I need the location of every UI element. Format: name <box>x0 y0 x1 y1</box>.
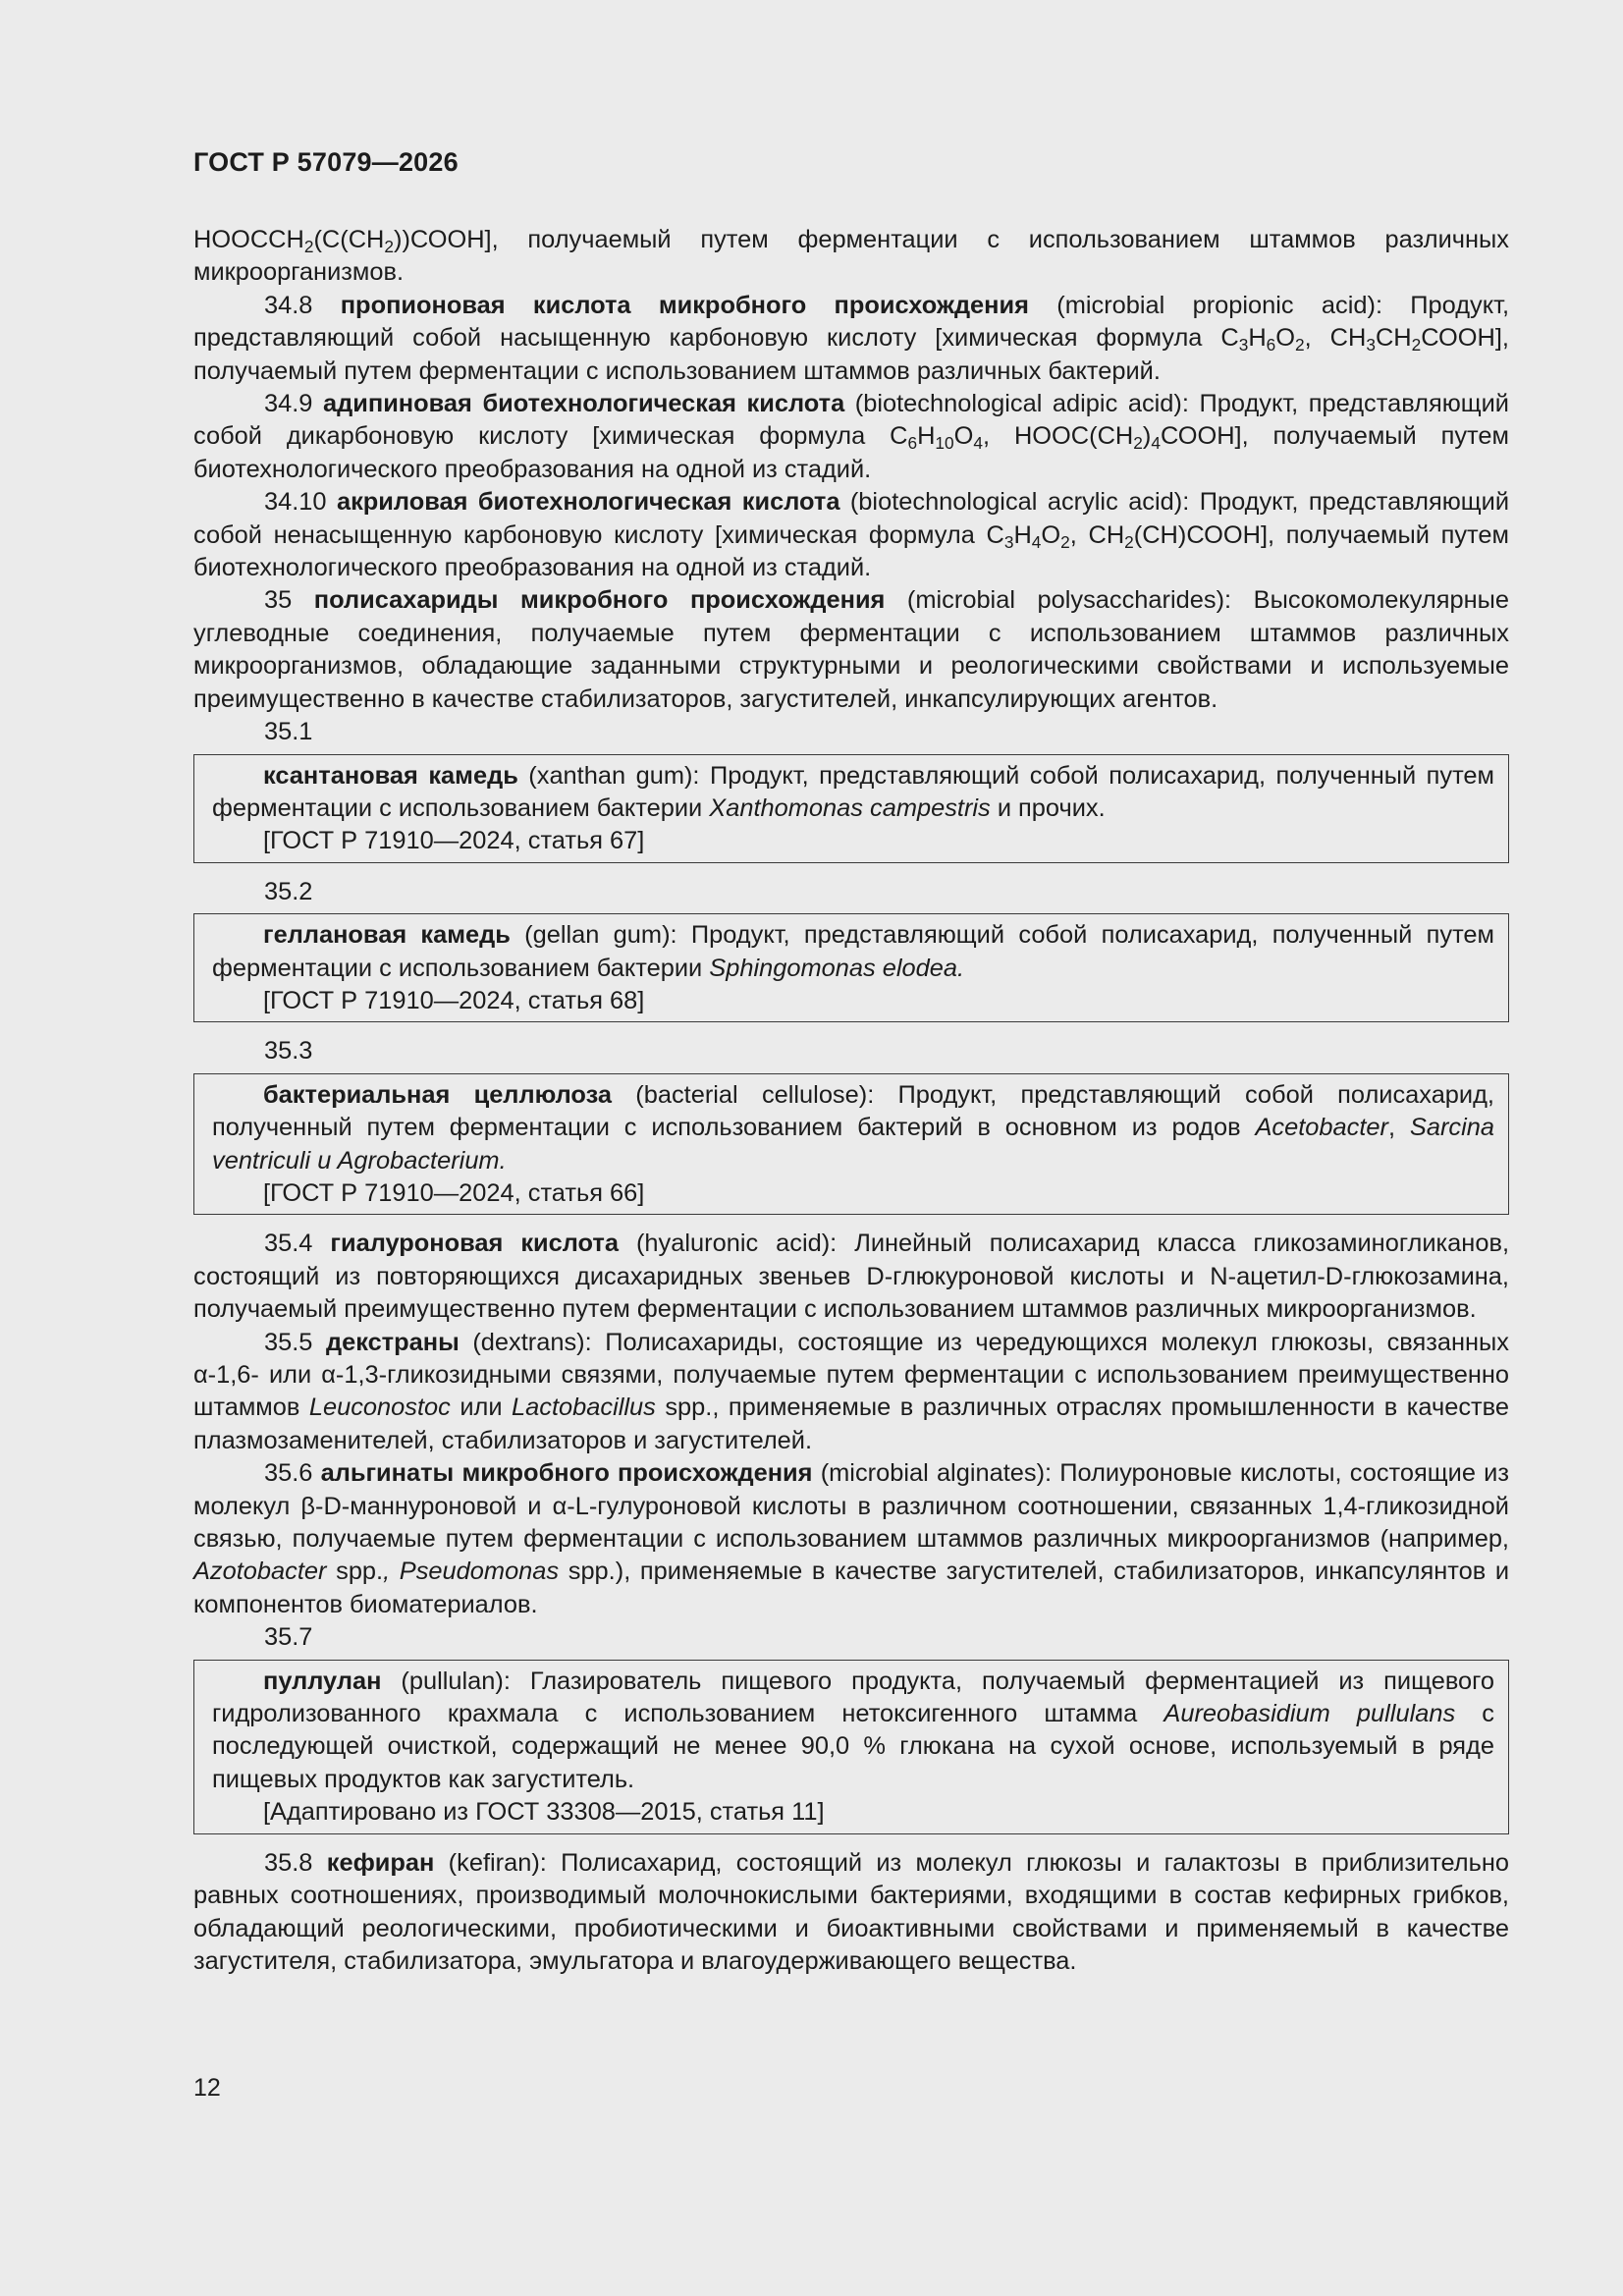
term-number: 35.8 <box>264 1848 327 1877</box>
term-title: акриловая биотехнологическая кислота <box>336 488 840 517</box>
term-title: кефиран <box>326 1848 435 1877</box>
boxed-definition-35-2 <box>193 913 1509 1022</box>
term-title: полисахариды микробного происхождения <box>313 586 886 615</box>
document-header: ГОСТ Р 57079—2026 <box>193 147 459 177</box>
term-title: гиалуроновая кислота <box>330 1230 619 1258</box>
term-title: пуллулан <box>263 1667 382 1695</box>
term-number: 35.5 <box>264 1328 326 1356</box>
term-number-35-2: 35.2 <box>264 877 313 905</box>
term-number: 34.9 <box>264 390 324 418</box>
term-35-5: 35.5 декстраны (dextrans): Полисахариды, состоящие из чередующихся молекул глюкозы, связанных α-1,6- или α-1,3-гликозидными связями, получаемые путем ферментации с использованием преимущественно штаммов Leuconostoc или Lactobacillus spp., применяемые в различных отраслях промышленности в качестве плазмозаменителей, стабилизаторов и загустителей. <box>193 1328 1509 1454</box>
term-title: декстраны <box>325 1328 460 1356</box>
term-35-4: 35.4 гиалуроновая кислота (hyaluronic acid): Линейный полисахарид класса гликозаминогликанов, состоящий из повторяющихся дисахаридных звеньев D-глюкуроновой кислоты и N-ацетил-D-глюкозамина, получаемый преимущественно путем ферментации с использованием штаммов различных микроорганизмов. <box>193 1230 1509 1324</box>
definition-text: пуллулан (pullulan): Глазирователь пищевого продукта, получаемый ферментацией из пищевого гидролизованного крахмала с использованием нетоксигенного штамма Aureobasidium pullulans с последующей очисткой, содержащий не менее 90,0 % глюкана на сухой основе, используемый в ряде пищевых продуктов как загуститель. <box>212 1667 1494 1793</box>
term-number: 35.6 <box>264 1459 321 1488</box>
term-35: 35 полисахариды микробного происхождения (microbial polysaccharides): Высокомолекулярные углеводные соединения, получаемые путем ферментации с использованием штаммов различных микроорганизмов, обладающие заданными структурными и реологическими свойствами и используемые преимущественно в качестве стабилизаторов, загустителей, инкапсулирующих агентов. <box>193 586 1509 713</box>
term-35-6: 35.6 альгинаты микробного происхождения (microbial alginates): Полиуроновые кислоты, состоящие из молекул β-D-маннуроновой и α-L-гулуроновой кислоты в различном соотношении, связанных 1,4-гликозидной связью, получаемые путем ферментации с использованием штаммов различных микроорганизмов (например, Azotobacter spp., Pseudomonas spp.), применяемые в качестве загустителей, стабилизаторов, инкапсулянтов и компонентов биоматериалов. <box>193 1459 1510 1618</box>
term-number: 35.4 <box>264 1230 331 1258</box>
definition-text: геллановая камедь (gellan gum): Продукт, представляющий собой полисахарид, полученный путем ферментации с использованием бактерии Sphingomonas elodea. <box>212 921 1494 982</box>
term-number: 34.10 <box>264 488 337 517</box>
term-35-8: 35.8 кефиран (kefiran): Полисахарид, состоящий из молекул глюкозы и галактозы в приблизительно равных соотношениях, производимый молочнокислыми бактериями, входящими в состав кефирных грибков, обладающий реологическими, пробиотическими и биоактивными свойствами и применяемый в качестве загустителя, стабилизатора, эмульгатора и влагоудерживающего вещества. <box>193 1848 1509 1975</box>
term-title: ксантановая камедь <box>263 761 518 790</box>
paragraph-continuation: $НООССН_2(С(СН_2))СООН$], получаемый путем ферментации с использованием штаммов различных микроорганизмов. <box>193 226 1509 287</box>
document-body <box>193 224 1509 1978</box>
boxed-definition-35-7 <box>193 1660 1509 1834</box>
term-34-9: 34.9 адипиновая биотехнологическая кислота (biotechnological adipic acid): Продукт, представляющий собой дикарбоновую кислоту [химическая формула $С_6Н_{10}О_4$, $НООС(СН_2)_4СООН$], получаемый путем биотехнологического преобразования на одной из стадий. <box>193 390 1509 483</box>
term-number: 34.8 <box>264 291 341 319</box>
definition-source: [ГОСТ Р 71910—2024, статья 66] <box>263 1178 645 1207</box>
definition-text: ксантановая камедь (xanthan gum): Продукт, представляющий собой полисахарид, полученный путем ферментации с использованием бактерии Xanthomonas campestris и прочих. <box>212 761 1494 822</box>
term-number-35-7: 35.7 <box>264 1623 313 1652</box>
page-number: 12 <box>193 2074 221 2102</box>
definition-text: бактериальная целлюлоза (bacterial cellulose): Продукт, представляющий собой полисахарид, полученный путем ферментации с использованием бактерий в основном из родов Acetobacter, Sarcina ventriculi u Agrobacterium. <box>212 1080 1494 1175</box>
term-title: пропионовая кислота микробного происхождения <box>340 291 1029 319</box>
boxed-definition-35-1 <box>193 754 1509 863</box>
definition-source: [Адаптировано из ГОСТ 33308—2015, статья 11] <box>263 1798 825 1827</box>
term-34-10: 34.10 акриловая биотехнологическая кислота (biotechnological acrylic acid): Продукт, представляющий собой ненасыщенную карбоновую кислоту [химическая формула $С_3Н_4О_2$, $СН_2(СН)СООН$], получаемый путем биотехнологического преобразования на одной из стадий. <box>193 488 1509 582</box>
boxed-definition-35-3 <box>193 1073 1509 1216</box>
term-number-35-3: 35.3 <box>264 1037 313 1066</box>
term-title: бактериальная целлюлоза <box>263 1080 612 1109</box>
definition-source: [ГОСТ Р 71910—2024, статья 68] <box>263 986 645 1014</box>
term-number: 35 <box>264 586 314 615</box>
term-title: адипиновая биотехнологическая кислота <box>323 390 845 418</box>
definition-source: [ГОСТ Р 71910—2024, статья 67] <box>263 827 645 855</box>
term-title: геллановая камедь <box>263 921 511 950</box>
term-34-8: 34.8 пропионовая кислота микробного происхождения (microbial propionic acid): Продукт, представляющий собой насыщенную карбоновую кислоту [химическая формула $С_3Н_6О_2$, $СН_3СН_2СООН$], получаемый путем ферментации с использованием штаммов различных бактерий. <box>193 291 1509 385</box>
term-number-35-1: 35.1 <box>264 718 313 746</box>
term-title: альгинаты микробного происхождения <box>320 1459 813 1488</box>
